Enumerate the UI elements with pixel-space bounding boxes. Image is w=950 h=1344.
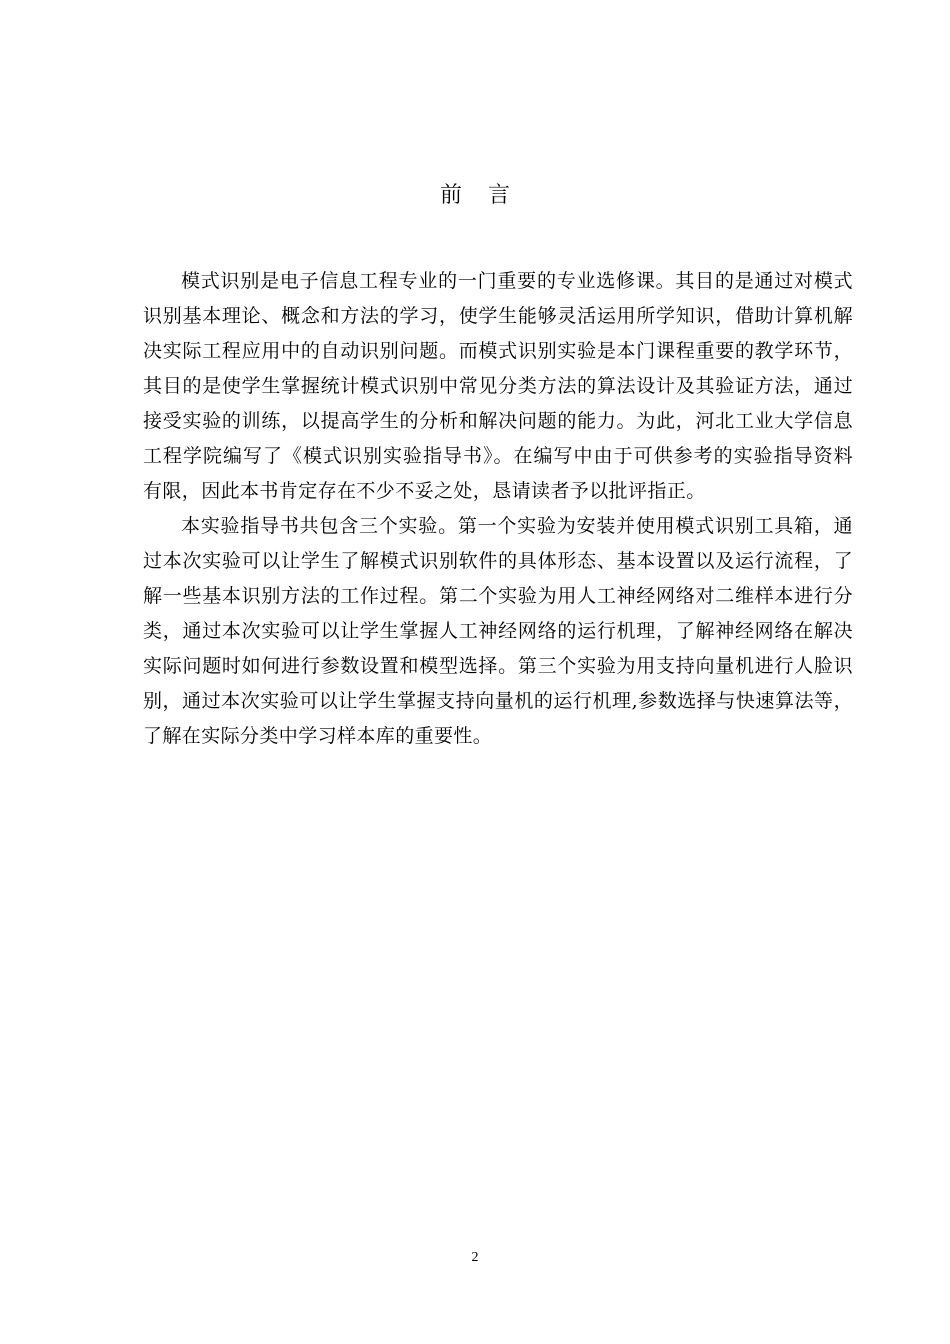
paragraph-line: 类，通过本次实验可以让学生掌握人工神经网络的运行机理，了解神经网络在解决 [143, 620, 853, 642]
paragraph-line: 模式识别是电子信息工程专业的一门重要的专业选修课。其目的是通过对模式 [181, 270, 853, 292]
paragraph-line: 其目的是使学生掌握统计模式识别中常见分类方法的算法设计及其验证方法，通过 [143, 375, 853, 397]
paragraph-line: 工程学院编写了《模式识别实验指导书》。在编写中由于可供参考的实验指导资料 [143, 445, 853, 467]
paragraph-1 [143, 264, 853, 509]
paragraph-line: 实际问题时如何进行参数设置和模型选择。第三个实验为用支持向量机进行人脸识 [143, 655, 853, 677]
page-number: 2 [471, 1250, 479, 1265]
page-title: 前言 [439, 183, 536, 208]
paragraph-line: 本实验指导书共包含三个实验。第一个实验为安装并使用模式识别工具箱，通 [181, 515, 853, 537]
paragraph-line: 决实际工程应用中的自动识别问题。而模式识别实验是本门课程重要的教学环节， [143, 340, 853, 362]
paragraph-2 [143, 509, 853, 754]
paragraph-line: 接受实验的训练，以提高学生的分析和解决问题的能力。为此，河北工业大学信息 [143, 410, 853, 432]
paragraph-line: 解一些基本识别方法的工作过程。第二个实验为用人工神经网络对二维样本进行分 [143, 585, 853, 607]
paragraph-line: 有限，因此本书肯定存在不少不妥之处，恳请读者予以批评指正。 [143, 480, 706, 502]
paragraph-line: 识别基本理论、概念和方法的学习，使学生能够灵活运用所学知识，借助计算机解 [143, 305, 853, 327]
paragraph-line: 了解在实际分类中学习样本库的重要性。 [143, 725, 493, 747]
paragraph-line: 过本次实验可以让学生了解模式识别软件的具体形态、基本设置以及运行流程，了 [143, 550, 853, 572]
paragraph-line: 别，通过本次实验可以让学生掌握支持向量机的运行机理,参数选择与快速算法等， [143, 690, 853, 712]
body-text [143, 264, 853, 754]
